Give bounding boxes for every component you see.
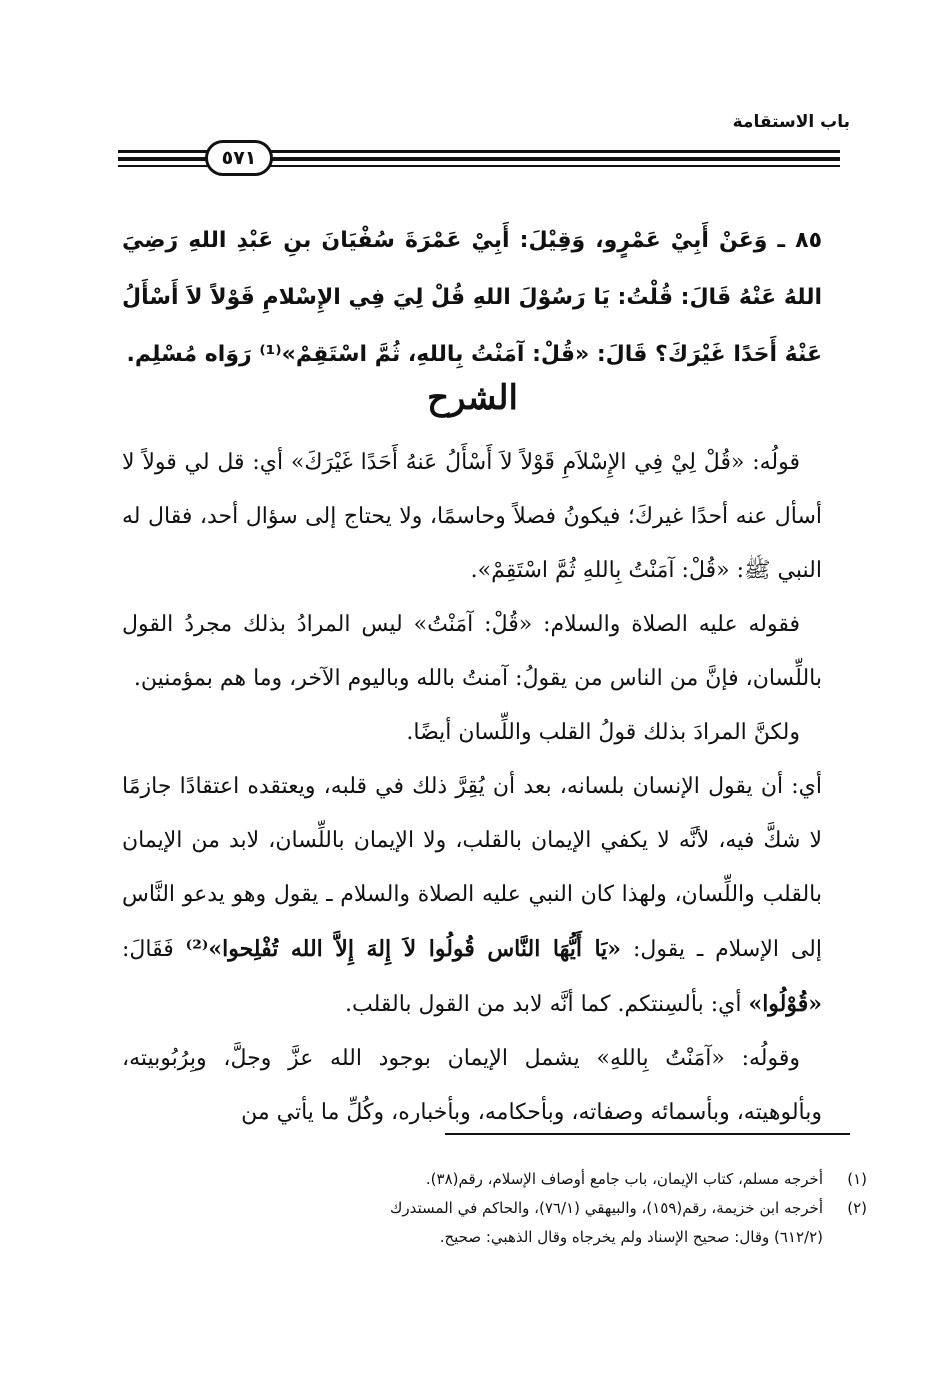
section-heading: الشرح xyxy=(427,378,518,418)
footnote-separator xyxy=(445,1133,850,1135)
paragraph: ولكنَّ المرادَ بذلك قولُ القلب واللِّسان أيضًا. xyxy=(406,720,800,745)
paragraph: فقوله عليه الصلاة والسلام: «قُلْ: آمَنْتُ» ليس المرادُ بذلك مجردُ القول باللِّسان، فإنَّ من الناس من يقولُ: آمنتُ بالله وباليوم الآخر، وما هم بمؤمنين. xyxy=(122,612,822,691)
quoted-hadith: «يَا أَيُّهَا النَّاس قُولُوا لاَ إِلهَ إِلاَّ الله تُفْلِحوا»⁽²⁾ xyxy=(185,936,622,962)
footnote-number: (١) xyxy=(847,1170,867,1188)
hadith-text: ٨٥ ـ وَعَنْ أَبِيْ عَمْرٍو، وَقِيْلَ: أَبِيْ عَمْرَةَ سُفْيَانَ بنِ عَبْدِ اللهِ رَضِيَ اللهُ عَنْهُ قَالَ: قُلْتُ: يَا رَسُوْلَ اللهِ قُلْ لِيَ فِي الإِسْلامِ قَوْلاً لاَ أَسْأَلُ عَنْهُ أَحَدًا غَيْرَكَ؟ قَالَ: «قُلْ: آمَنْتُ بِاللهِ، ثُمَّ اسْتَقِمْ»⁽¹⁾ رَوَاه مُسْلِم. xyxy=(122,228,822,367)
commentary-body xyxy=(122,436,822,1140)
paragraph: وقولُه: «آمَنْتُ بِاللهِ» يشمل الإيمان بوجود الله عزَّ وجلَّ، وبِرُبُوبيته، وبألوهيته، وبأسمائه وصفاته، وبأحكامه، وبأخباره، وكُلِّ ما يأتي من xyxy=(122,1046,822,1125)
footnote xyxy=(125,1165,867,1194)
paragraph-text: أي: أن يقول الإنسان بلسانه، بعد أن يُقِرَّ ذلك في قلبه، ويعتقده اعتقادًا جازمًا لا شكَّ فيه، لأنَّه لا يكفي الإيمان بالقلب، ولا الإيمان باللِّسان، لابد من الإيمان بالقلب واللِّسان، ولهذا كان النبي عليه الصلاة والسلام ـ يقول وهو يدعو النَّاس إلى الإسلام ـ يقول: xyxy=(122,774,822,962)
paragraph: قولُه: «قُلْ لِيْ فِي الإِسْلاَمِ قَوْلاً لاَ أَسْأَلُ عَنهُ أَحَدًا غَيْرَكَ» أي: قل لي قولاً لا أسأل عنه أحدًا غيركَ؛ فيكونُ فصلاً وحاسمًا، ولا يحتاج إلى سؤال أحد، فقال له النبي ﷺ: «قُلْ: آمَنْتُ بِاللهِ ثُمَّ اسْتَقِمْ». xyxy=(122,450,822,583)
page-number: ٥٧١ xyxy=(205,140,273,176)
footnote-text: أخرجه مسلم، كتاب الإيمان، باب جامع أوصاف الإسلام، رقم(٣٨). xyxy=(425,1170,823,1188)
quoted-word: «قُوْلُوا» xyxy=(748,991,822,1017)
footnotes xyxy=(125,1165,867,1252)
footnote-text: أخرجه ابن خزيمة، رقم(١٥٩)، والبيهقي (٧٦/١)، والحاكم في المستدرك xyxy=(390,1199,823,1217)
paragraph xyxy=(122,760,822,1032)
footnote xyxy=(125,1194,867,1223)
footnote-continuation: (٦١٢/٢) وقال: صحيح الإسناد ولم يخرجاه وقال الذهبي: صحيح. xyxy=(439,1228,823,1246)
chapter-title: باب الاستقامة xyxy=(732,112,850,132)
paragraph-text: أي: بألسِنتكم. كما أنَّه لابد من القول بالقلب. xyxy=(345,992,749,1017)
footnote-number: (٢) xyxy=(847,1199,867,1217)
paragraph-text: فَقَالَ: xyxy=(122,937,186,962)
